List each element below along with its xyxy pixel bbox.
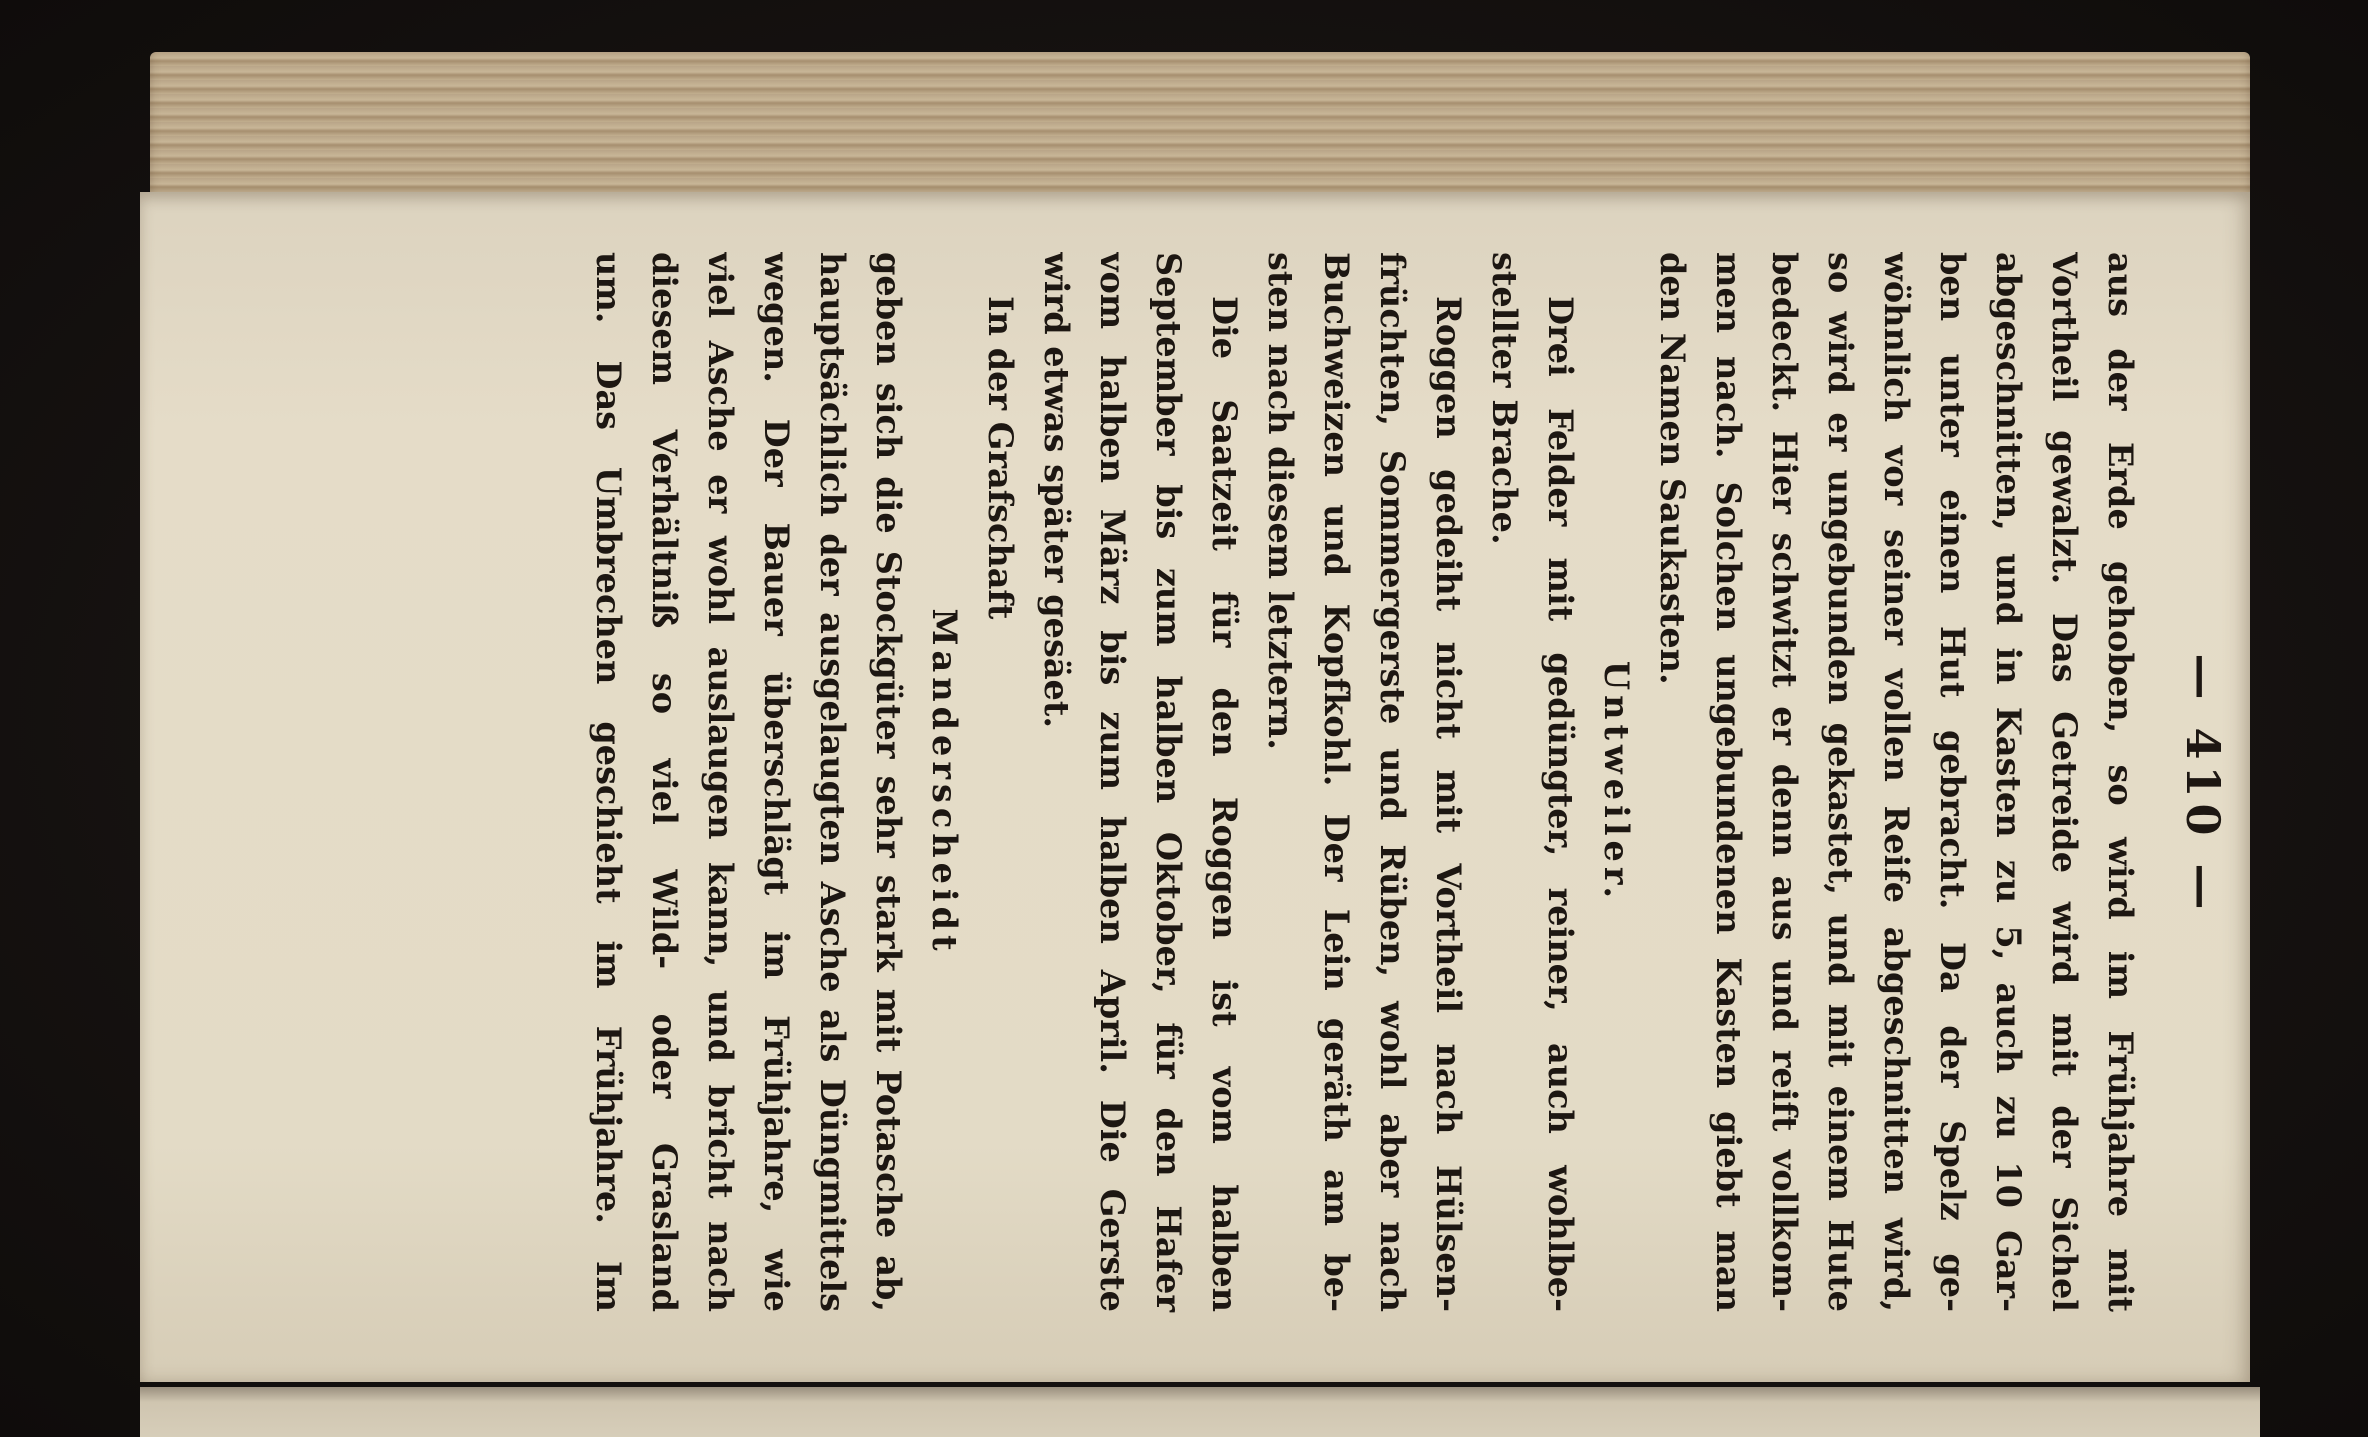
text-line: viel Asche er wohl auslaugen kann, und bricht nach (701, 252, 740, 1312)
lower-page-edge (140, 1387, 2260, 1437)
line-in-der-grafschaft: In der Grafschaft (981, 296, 1020, 620)
text-line: wöhnlich vor seiner vollen Reife abgeschnitten wird, (1877, 252, 1916, 1312)
paragraph-4 (1028, 252, 1252, 1317)
paragraph-1 (1644, 252, 2148, 1317)
book (140, 52, 2260, 1437)
text-line: so wird er ungebunden gekastet, und mit einem Hute (1821, 252, 1860, 1312)
page-edges (150, 52, 2250, 202)
paragraph-3 (1252, 252, 1476, 1317)
text-line: den Namen Saukasten. (1653, 252, 1692, 685)
text-line: sten nach diesem letztern. (1261, 252, 1300, 750)
text-line: wegen. Der Bauer überschlägt im Frühjahre, wie (757, 252, 796, 1312)
text-line: vom halben März bis zum halben April. Die Gerste (1093, 252, 1132, 1312)
text-line: stellter Brache. (1485, 252, 1524, 545)
text-line: September bis zum halben Oktober, für den Hafer (1149, 252, 1188, 1312)
text-line: Drei Felder mit gedüngter, reiner, auch wohlbe- (1541, 296, 1580, 1312)
text-line: Vortheil gewalzt. Das Getreide wird mit der Sichel (2045, 252, 2084, 1312)
text-line: früchten, Sommergerste und Rüben, wohl aber nach (1373, 252, 1412, 1312)
heading-manderscheidt: Manderscheidt (925, 608, 964, 956)
text-line: ben unter einen Hut gebracht. Da der Spelz ge- (1933, 252, 1972, 1312)
paragraph-5 (580, 252, 916, 1317)
text-line: hauptsächlich der ausgelaugten Asche als Düngmittels (813, 252, 852, 1312)
text-line: um. Das Umbrechen geschieht im Frühjahre. Im (589, 252, 628, 1312)
text-line: bedeckt. Hier schwitzt er denn aus und reift vollkom- (1765, 252, 1804, 1312)
text-line: abgeschnitten, und in Kasten zu 5, auch zu 10 Gar- (1989, 252, 2028, 1312)
rotated-text-block (470, 252, 2230, 1317)
text-line: diesem Verhältniß so viel Wild- oder Grasland (645, 252, 684, 1312)
text-line: Roggen gedeiht nicht mit Vortheil nach Hülsen- (1429, 296, 1468, 1312)
heading-untweiler: Untweiler. (1597, 660, 1636, 904)
text-line: men nach. Solchen ungebundenen Kasten giebt man (1709, 252, 1748, 1312)
page-number: — 410 — (2176, 653, 2230, 916)
page-text-area (470, 252, 2280, 1332)
text-line: Buchweizen und Kopfkohl. Der Lein geräth am be- (1317, 252, 1356, 1312)
text-line: aus der Erde gehoben, so wird im Frühjahre mit (2101, 252, 2140, 1312)
text-line: wird etwas später gesäet. (1037, 252, 1076, 729)
text-line: geben sich die Stockgüter sehr stark mit Potasche ab, (869, 252, 908, 1312)
paragraph-2 (1476, 252, 1588, 1317)
text-line: Die Saatzeit für den Roggen ist vom halben (1205, 296, 1244, 1312)
